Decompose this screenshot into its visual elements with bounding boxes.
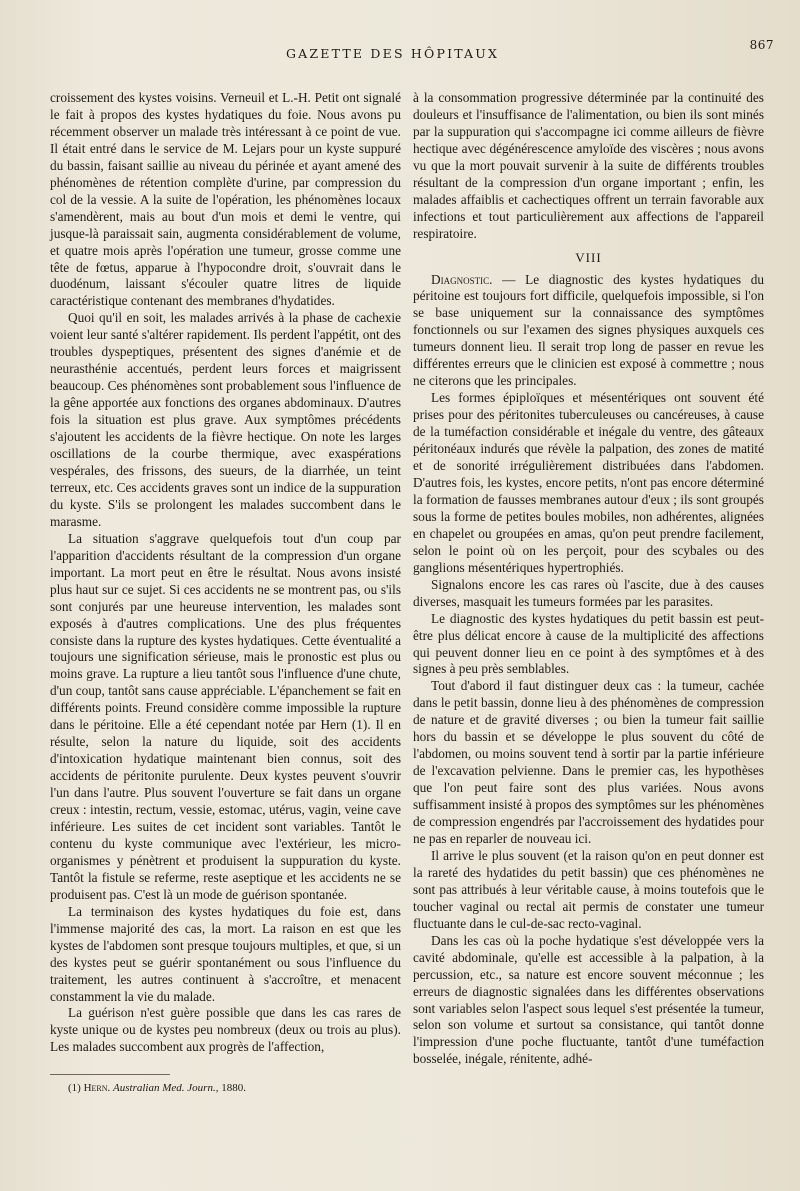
two-column-body xyxy=(50,90,776,1095)
section-number: VIII xyxy=(575,249,602,265)
footnote xyxy=(50,1081,401,1095)
footnote-source: Australian Med. Journ. xyxy=(113,1082,216,1095)
paragraph: Tout d'abord il faut distinguer deux cas : la tumeur, cachée dans le petit bassin, donne lieu à des phénomènes de compression de nature et de gravité diverses ; ou bien la tumeur fait saillie hors du bassin et se développe le plus souvent du côté de l'abdomen, ou moins souvent tend à sortir par la partie inférieure de l'excavation pelvienne. Dans le premier cas, les hypothèses que l'on peut faire sont des plus variées. Nous avons suffisamment insisté à propos des symptômes sur les phénomènes de compression engendrés par l'accroissement des hydatides pour ne pas en reparler de nouveau ici. xyxy=(413,678,764,846)
paragraph: à la consommation progressive déterminée par la continuité des douleurs et l'insuffisance de l'alimentation, ou bien ils sont minés par la suppuration qui s'accompagne ici comme ailleurs de fièvre hectique avec dégénérescence amyloïde des viscères ; nous avons vu que la mort pouvait survenir à la suite de différents troubles résultant de la compression d'un organe important ; enfin, les malades affaiblis et cachectiques offrent un terrain favorable aux infections et tout particulièrement aux affections de l'appareil respiratoire. xyxy=(413,90,764,241)
page-number: 867 xyxy=(749,38,774,52)
paragraph: Dans les cas où la poche hydatique s'est développée vers la cavité abdominale, qu'elle est accessible à la palpation, à la percussion, etc., sa nature est encore souvent méconnue ; les erreurs de diagnostic signalées dans les différentes observations sont variables selon l'aspect sous lequel s'est présentée la tumeur, selon son volume et surtout sa consistance, qui tantôt donne l'impression d'une poche fluctuante, tantôt d'une tuméfaction bosselée, inégale, rénitente, adhé- xyxy=(413,932,764,1067)
journal-title: GAZETTE DES HÔPITAUX xyxy=(286,46,500,61)
paragraph: La guérison n'est guère possible que dans les cas rares de kyste unique ou de kystes peu nombreux (deux ou trois au plus). Les malades succombent aux progrès de l'affection, xyxy=(50,1005,401,1055)
left-column xyxy=(50,90,401,1095)
footnote-year: , 1880. xyxy=(215,1082,246,1095)
running-head xyxy=(50,32,776,61)
paragraph: La situation s'aggrave quelquefois tout d'un coup par l'apparition d'accidents résultant de la compression d'un organe important. La mort peut en être le résultat. Nous avons insisté plus haut sur ce sujet. Si ces accidents ne se montrent pas, ou s'ils sont conjurés par une heureuse intervention, les malades sont exposés à d'autres complications. Une des plus fréquentes consiste dans la rupture des kystes hydatiques. Cette éventualité a toujours une signification sérieuse, mais le pronostic est plus ou moins grave. La rupture a lieu tantôt sous l'influence d'une chute, d'un coup, tantôt sans cause appréciable. L'épanchement se fait en différents points. Freund considère comme impossible la rupture dans le péritoine. Elle a été cependant notée par Hern (1). Il en résulte, selon la nature du liquide, soit des accidents d'intoxication hydatique maintenant bien connus, soit des accidents de péritonite purulente. Deux kystes peuvent s'ouvrir l'un dans l'autre. Plus souvent l'ouverture se fait dans un organe creux : intestin, rectum, vessie, estomac, utérus, vagin, veine cave inférieure. Les suites de cet incident sont variables. Tantôt le contenu du kyste communique avec l'extérieur, les micro-organismes y pénètrent et produisent la suppuration du kyste. Tantôt la fistule se referme, reste aseptique et les accidents ne se produisent pas. C'est là un mode de guérison spontanée. xyxy=(50,530,401,902)
paragraph: Quoi qu'il en soit, les malades arrivés à la phase de cachexie voient leur santé s'altérer rapidement. Ils perdent l'appétit, ont des troubles dyspeptiques, présentent des signes d'anémie et de neurasthénie accentués, perdent leurs forces et maigrissent beaucoup. Ces phénomènes sont probablement sous l'influence de la gêne apportée aux fonctions des organes abdominaux. D'autres fois la situation est plus grave. Aux symptômes précédents s'ajoutent les accidents de la fièvre hectique. On note les larges oscillations de la courbe thermique, avec exaspérations vespérales, des frissons, des sueurs, de la diarrhée, un teint terreux, etc. Ces accidents graves sont un indice de la suppuration du kyste. S'ils se prolongent les malades succombent dans le marasme. xyxy=(50,310,401,529)
diagnostic-heading: Diagnostic. xyxy=(431,271,493,287)
right-column xyxy=(413,90,764,1095)
footnote-marker: (1) xyxy=(68,1082,81,1095)
paragraph: Les formes épiploïques et mésentériques ont souvent été prises pour des péritonites tuberculeuses ou cancéreuses, à cause de la tuméfaction considérable et inégale du ventre, des gâteaux péritonéaux indurés que révèle la palpation, des zones de matité et de sonorité irrégulièrement distribuées dans l'abdomen. D'autres fois, les kystes, encore petits, n'ont pas encore déterminé la formation de fausses membranes autour d'eux ; ils sont groupés sous la forme de petites boules mobiles, non adhérentes, alignées en chapelet ou groupées en amas, qu'on peut prendre facilement, selon le point où on les perçoit, pour des scybales ou des ganglions mésentériques hypertrophiés. xyxy=(413,390,764,575)
footnote-author: Hern. xyxy=(83,1082,111,1095)
paragraph: La terminaison des kystes hydatiques du foie est, dans l'immense majorité des cas, la mort. La raison en est que les kystes de l'abdomen sont presque toujours multiples, et que, si un des kystes peut se guérir spontanément ou sous l'influence du traitement, les autres continuent à s'accroître, et menacent constamment la vie du malade. xyxy=(50,903,401,1004)
paragraph: croissement des kystes voisins. Verneuil et L.-H. Petit ont signalé le fait à propos des kystes hydatiques du foie. Nous avons pu récemment observer un malade très intéressant à ce point de vue. Il était entré dans le service de M. Lejars pour un kyste suppuré du bassin, faisant saillie au niveau du périnée et ayant amené des phénomènes de rétention complète d'urine, par compression du col de la vessie. A la suite de l'opération, les phénomènes locaux s'amendèrent, mais au bout d'un mois et demi le ventre, qui jusque-là paraissait sain, augmenta considérablement de volume, et quatre mois après l'opération une tumeur, grosse comme une tête de fœtus, apparue à l'hypocondre droit, s'ouvrait dans le duodénum, laissant s'écouler quatre litres de liquide caractéristique contenant des membranes d'hydatides. xyxy=(50,90,401,309)
paragraph: Signalons encore les cas rares où l'ascite, due à des causes diverses, masquait les tumeurs formées par les parasites. xyxy=(413,576,764,609)
paragraph: Le diagnostic des kystes hydatiques du petit bassin est peut-être plus délicat encore à cause de la multiplicité des affections qui peuvent donner lieu en ce point à des symptômes et à des signes à peu près semblables. xyxy=(413,610,764,677)
footnote-rule xyxy=(50,1074,170,1075)
paragraph: Il arrive le plus souvent (et la raison qu'on en peut donner est la rareté des hydatides du petit bassin) que ces phénomènes ne sont pas attribués à leur véritable cause, à moins toutefois que le toucher vaginal ou rectal ait permis de constater une tumeur fluctuante dans le cul-de-sac recto-vaginal. xyxy=(413,847,764,931)
diagnostic-text: — Le diagnostic des kystes hydatiques du péritoine est toujours fort difficile, quelquefois impossible, si l'on se base uniquement sur la connaissance des symptômes fonctionnels ou sur l'examen des signes physiques auxquels ces tumeurs donnent lieu. Il serait trop long de passer en revue les différentes erreurs que le clinicien est exposé à commettre ; nous ne citerons que les principales. xyxy=(413,271,764,389)
diagnostic-paragraph xyxy=(413,272,764,391)
